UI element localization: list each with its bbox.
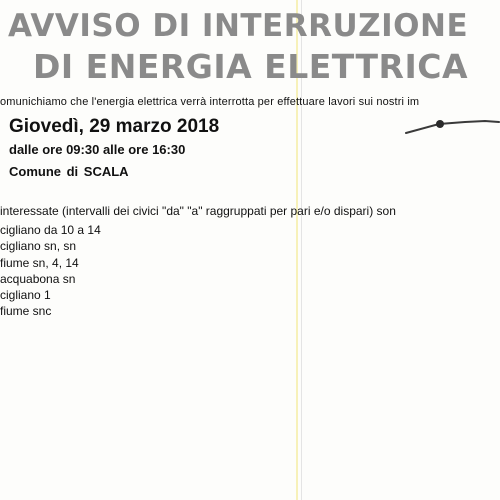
outage-hours: dalle ore 09:30 alle ore 16:30 [9,142,186,157]
street-item: acquabona sn [0,271,76,286]
street-item: fiume snc [0,304,52,319]
streets-header: interessate (intervalli dei civici "da" "a" raggruppati per pari e/o dispari) son [0,204,396,218]
street-item: cigliano da 10 a 14 [0,223,101,237]
outage-date: Giovedì, 29 marzo 2018 [9,116,220,137]
street-item: fiume sn, 4, 14 [0,255,79,270]
notice-title-line1: AVVISO DI INTERRUZIONE [8,8,469,44]
street-list [0,222,101,320]
street-item: cigliano 1 [0,288,51,303]
notice-title-line2: DI ENERGIA ELETTRICA [33,47,469,86]
handwritten-mark-icon [405,116,500,140]
outage-municipality: Comune di SCALA [9,164,129,179]
intro-text: omunichiamo che l'energia elettrica verrà interrotta per effettuare lavori sui nostri im [0,96,420,108]
street-item: cigliano sn, sn [0,239,77,254]
